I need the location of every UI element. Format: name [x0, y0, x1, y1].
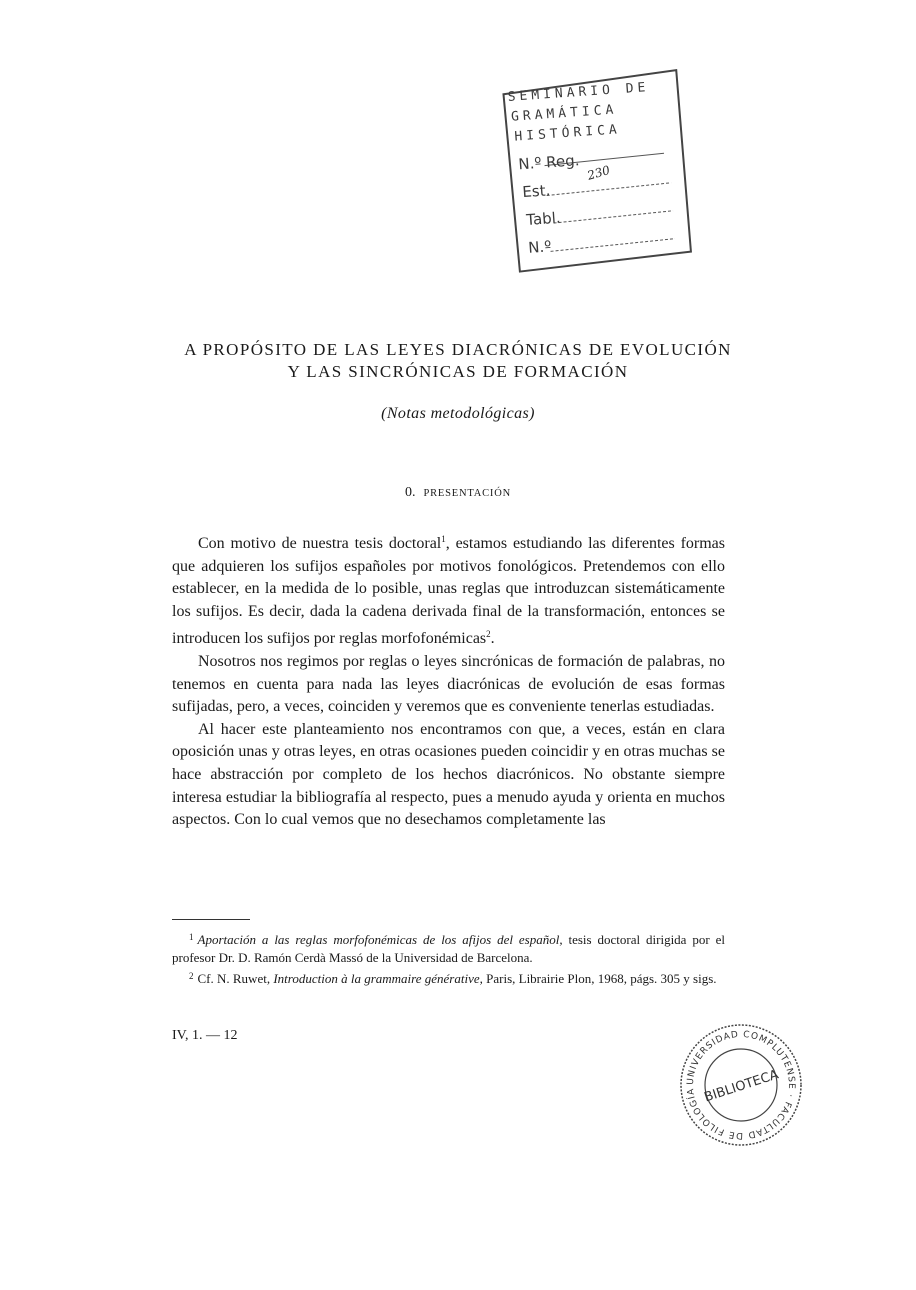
footnote-1-title: Aportación a las reglas morfofonémicas de los afijos del español, [197, 932, 563, 947]
stamp-line-2: GRAMÁTICA [510, 102, 618, 125]
footnote-2 [172, 968, 725, 988]
stamp-field-reg: N.º Reg. [517, 151, 580, 174]
subtitle: (Notas metodológicas) [381, 405, 535, 422]
footnote-2-title: Introduction à la grammaire générative, [273, 971, 483, 986]
stamp-field-num: N.º [527, 237, 552, 257]
footnote-2-author: Cf. N. Ruwet, [197, 971, 274, 986]
stamp-ring-text: UNIVERSIDAD COMPLUTENSE · FACULTAD DE FILOLOGÍA [685, 1029, 797, 1141]
section-title: PRESENTACIÓN [423, 488, 511, 499]
title-line-2: Y LAS SINCRÓNICAS DE FORMACIÓN [287, 362, 629, 381]
page-reference: IV, 1. — 12 [172, 1028, 238, 1043]
title-line-1: A PROPÓSITO DE LAS LEYES DIACRÓNICAS DE EVOLUCIÓN [184, 340, 732, 359]
stamp-center-text: BIBLIOTECA [702, 1067, 781, 1106]
footnote-1-text: tesis doctoral dirigida por el profesor Dr. D. Ramón Cerdà Massó de la Universidad de Barcelona. [172, 932, 725, 965]
footnotes [172, 929, 725, 990]
paragraph-3: Al hacer este planteamiento nos encontramos con que, a veces, están en clara oposición unas y otras leyes, en otras ocasiones pueden coincidir y en otras muchas se hace abstracción por completo de los hechos diacrónicos. No obstante siempre interesa estudiar la bibliografía al respecto, pues a menudo ayuda y orienta en muchos aspectos. Con lo cual vemos que no desechamos completamente las [172, 720, 725, 829]
stamp-field-tabl: Tabl. [525, 208, 562, 229]
footnote-ref-2: 2 [486, 629, 491, 640]
stamp-handwritten-number: 230 [585, 162, 612, 183]
paragraph-1 [172, 528, 725, 651]
footnote-1 [172, 929, 725, 966]
footnote-2-number: 2 [189, 971, 194, 981]
section-heading [100, 485, 816, 501]
body-text [172, 528, 725, 832]
paragraph-2: Nosotros nos regimos por reglas o leyes sincrónicas de formación de palabras, no tenemos en cuenta para nada las leyes diacrónicas de evolución de esas formas sufijadas, pero, a veces, coinciden y veremos que es conveniente tenerlas estudiadas. [172, 652, 725, 716]
paragraph-1-text: Con motivo de nuestra tesis doctoral [198, 535, 442, 552]
footnote-ref-1: 1 [441, 534, 446, 544]
paragraph-1-end: . [490, 630, 495, 648]
stamp-line-3: HISTÓRICA [513, 122, 622, 145]
stamp-line-1: SEMINARIO DE [507, 80, 650, 105]
paragraph-1-text-cont: , estamos estudiando las diferentes formas que adquieren los sufijos españoles por motivos fonológicos. Pretendemos con ello establecer, en la medida de lo posible, unas reglas que introduzcan sistemáticamente los sufijos. Es decir, dada la cadena derivada final de la transformación, entonces se introducen los sufijos por reglas morfofonémicas [172, 535, 725, 648]
seminar-stamp [498, 64, 694, 276]
footnote-2-text: Paris, Librairie Plon, 1968, págs. 305 y sigs. [482, 971, 717, 986]
footnote-rule [172, 919, 250, 920]
section-number: 0. [404, 485, 416, 500]
footnote-1-number: 1 [189, 932, 194, 942]
library-stamp [676, 1020, 806, 1150]
stamp-field-est: Est. [521, 181, 551, 202]
